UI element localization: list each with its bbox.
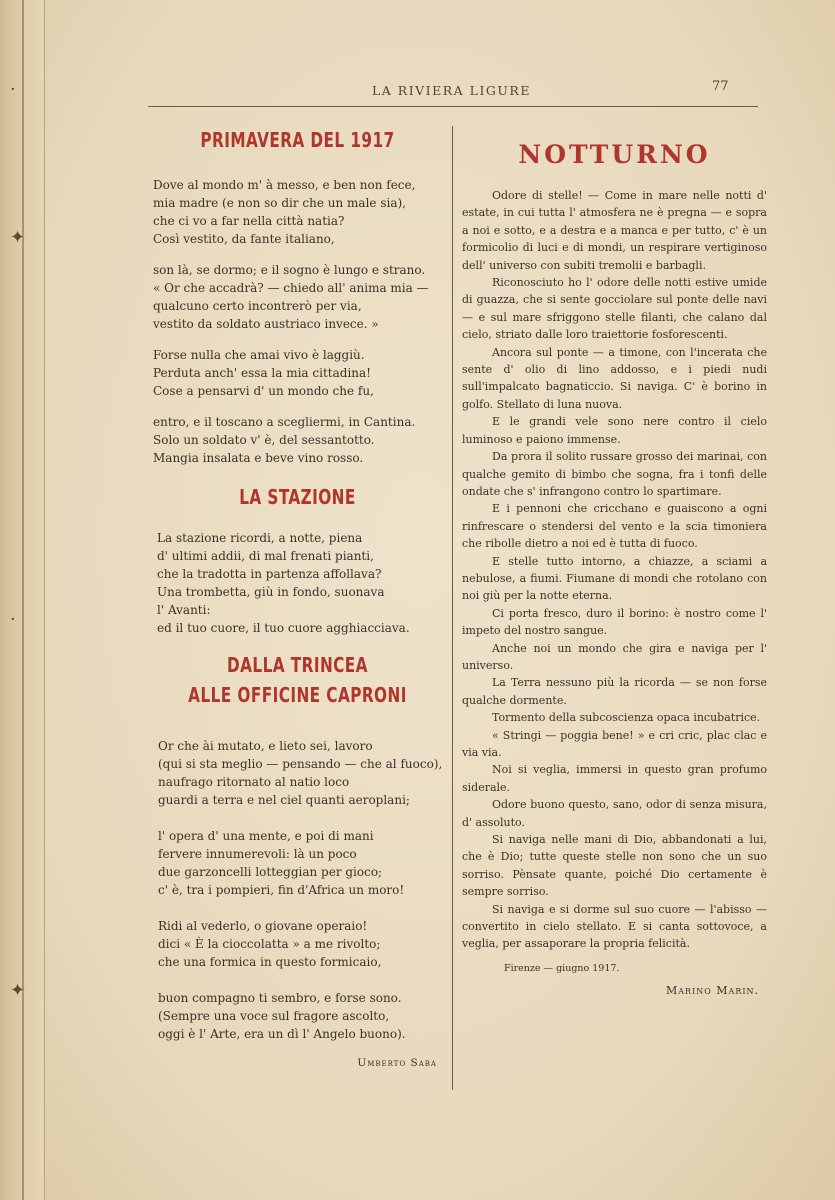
poem-line: che la tradotta in partenza affollava? <box>157 567 382 581</box>
prose-title-notturno: NOTTURNO <box>518 140 711 169</box>
prose-paragraph: Riconosciuto ho l' odore delle notti estive umide di guazza, che si sente gocciolare sul ponte delle navi — e sul mare sfriggono stelle filanti, che calano dal cielo, striato dalle loro traiettorie fosforescenti. <box>462 276 767 342</box>
prose-paragraph: La Terra nessuno più la ricorda — se non forse qualche dormente. <box>462 676 767 707</box>
prose-paragraph: Tormento della subcoscienza opaca incubatrice. <box>492 711 761 725</box>
prose-paragraph: Si naviga nelle mani di Dio, abbandonati a lui, che è Dio; tutte queste stelle non sono che un suo sorriso. Pènsate quante, poiché Dio certamente è sempre sorriso. <box>462 833 767 899</box>
poem-trincea <box>150 737 445 1043</box>
poem-line: dici « È la cioccolatta » a me rivolto; <box>158 937 381 951</box>
poem-line: buon compagno ti sembro, e forse sono. <box>158 991 402 1005</box>
poem-line: che ci vo a far nella città natia? <box>153 214 345 228</box>
column-rule <box>452 126 453 1090</box>
poem-title-trincea-line2: ALLE OFFICINE CAPRONI <box>188 683 407 707</box>
prose-paragraph: Odore di stelle! — Come in mare nelle notti d' estate, in cui tutta l' atmosfera ne è pregna — e sopra a noi e sotto, e a destra e a manca e per tutto, c' è un formicolio di luci e di mondi, un respirare vertiginoso dell' universo con subiti tremolii e barbagli. <box>462 189 767 272</box>
poem-title-trincea-line1: DALLA TRINCEA <box>227 653 368 677</box>
prose-paragraph: « Stringi — poggia bene! » e cri cric, plac clac e via via. <box>462 728 767 759</box>
poem-line: entro, e il toscano a scegliermi, in Cantina. <box>153 415 416 429</box>
stanza <box>153 176 445 248</box>
prose-paragraph: Ancora sul ponte — a timone, con l'incerata che sente d' olio di lino addosso, e i piedi nudi sull'impalcato bagnaticcio. Si naviga. C' è borino in golfo. Stellato di luna nuova. <box>462 345 767 411</box>
poem-line: « Or che accadrà? — chiedo all' anima mia — <box>153 281 429 295</box>
poem-line: due garzoncelli lotteggian per gioco; <box>158 865 383 879</box>
poem-title-stazione: LA STAZIONE <box>239 485 356 509</box>
poem-line: Solo un soldato v' è, del sessantotto. <box>153 433 375 447</box>
poem-line: (Sempre una voce sul fragore ascolto, <box>158 1009 390 1023</box>
prose-paragraph: Si naviga e si dorme sul suo cuore — l'abisso — convertito in cielo stellato. E si canta sottovoce, a veglia, per assaporare la propria felicità. <box>462 902 767 951</box>
poem-title-primavera: PRIMAVERA DEL 1917 <box>200 128 395 152</box>
poem-line: Or che ài mutato, e lieto sei, lavoro <box>158 739 373 753</box>
poem-line: Dove al mondo m' à messo, e ben non fece, <box>153 178 416 192</box>
poem-line: guardi a terra e nel ciel quanti aeroplani; <box>158 793 410 807</box>
author-signature-saba: Umberto Saba <box>357 1057 437 1069</box>
poem-line: c' è, tra i pompieri, fin d'Africa un moro! <box>158 883 405 897</box>
stanza <box>153 346 445 400</box>
poem-line: Perduta anch' essa la mia cittadina! <box>153 366 371 380</box>
poem-line: oggi è l' Arte, era un dì l' Angelo buono). <box>158 1027 406 1041</box>
poem-line: Così vestito, da fante italiano, <box>153 232 335 246</box>
stanza <box>158 737 445 809</box>
stanza <box>153 413 445 467</box>
stitch-mark: · <box>10 609 16 630</box>
poem-line: ed il tuo cuore, il tuo cuore agghiacciava. <box>157 621 410 635</box>
poem-line: qualcuno certo incontrerò per via, <box>153 299 362 313</box>
poem-line: Ridi al vederlo, o giovane operaio! <box>158 919 368 933</box>
poem-line: Cose a pensarvi d' un mondo che fu, <box>153 384 374 398</box>
poem-line: vestito da soldato austriaco invece. » <box>153 317 379 331</box>
poem-line: mia madre (e non so dir che un male sia), <box>153 196 406 210</box>
prose-notturno <box>462 187 767 953</box>
prose-paragraph: E stelle tutto intorno, a chiazze, a sciami a nebulose, a fiumi. Fiumane di mondi che rotolano con noi giù per la notte eterna. <box>462 554 767 603</box>
poem-primavera <box>150 176 445 467</box>
header-rule <box>148 106 758 107</box>
binding-line <box>22 0 24 1200</box>
stitch-mark: ✦ <box>10 227 26 248</box>
author-signature-marin: Marino Marin. <box>666 983 759 997</box>
publication-title: LA RIVIERA LIGURE <box>372 83 531 98</box>
prose-paragraph: Noi si veglia, immersi in questo gran profumo siderale. <box>462 763 767 794</box>
stanza <box>158 917 445 971</box>
stanza <box>158 827 445 899</box>
prose-paragraph: E i pennoni che cricchano e guaiscono a ogni rinfrescare o stendersi del vento e la scia timoniera che ribolle dietro a noi ed è tutta di fuoco. <box>462 502 767 551</box>
poem-line: La stazione ricordi, a notte, piena <box>157 531 363 545</box>
poem-line: son là, se dormo; e il sogno è lungo e strano. <box>153 263 426 277</box>
poem-line: fervere innumerevoli: là un poco <box>158 847 357 861</box>
poem-line: l' opera d' una mente, e poi di mani <box>158 829 374 843</box>
left-column <box>150 128 445 1069</box>
binding-margin <box>0 0 45 1200</box>
poem-line: naufrago ritornato al natio loco <box>158 775 350 789</box>
prose-paragraph: Odore buono questo, sano, odor di senza misura, d' assoluto. <box>462 798 767 829</box>
page-number: 77 <box>712 79 729 94</box>
poem-line: l' Avanti: <box>157 603 211 617</box>
stanza <box>158 989 445 1043</box>
stitch-mark: ✦ <box>10 980 26 1001</box>
prose-paragraph: E le grandi vele sono nere contro il cielo luminoso e paiono immense. <box>462 415 767 446</box>
stitch-mark: · <box>10 79 16 100</box>
right-column <box>462 140 767 997</box>
prose-paragraph: Da prora il solito russare grosso dei marinai, con qualche gemito di bimbo che sogna, fra i tonfi delle ondate che s' infrangono contro lo spartimare. <box>462 450 767 498</box>
stanza <box>157 529 445 637</box>
dateline: Firenze — giugno 1917. <box>504 962 620 974</box>
poem-line: d' ultimi addii, di mal frenati pianti, <box>157 549 374 563</box>
poem-line: che una formica in questo formicaio, <box>158 955 382 969</box>
prose-paragraph: Ci porta fresco, duro il borino: è nostro come l' impeto del nostro sangue. <box>462 606 767 638</box>
poem-line: Mangia insalata e beve vino rosso. <box>153 451 364 465</box>
poem-line: Una trombetta, giù in fondo, suonava <box>157 585 385 599</box>
poem-line: (qui si sta meglio — pensando — che al fuoco), <box>158 757 443 771</box>
stanza <box>153 261 445 333</box>
poem-stazione <box>150 529 445 637</box>
prose-paragraph: Anche noi un mondo che gira e naviga per l' universo. <box>462 641 767 672</box>
poem-line: Forse nulla che amai vivo è laggiù. <box>153 348 365 362</box>
